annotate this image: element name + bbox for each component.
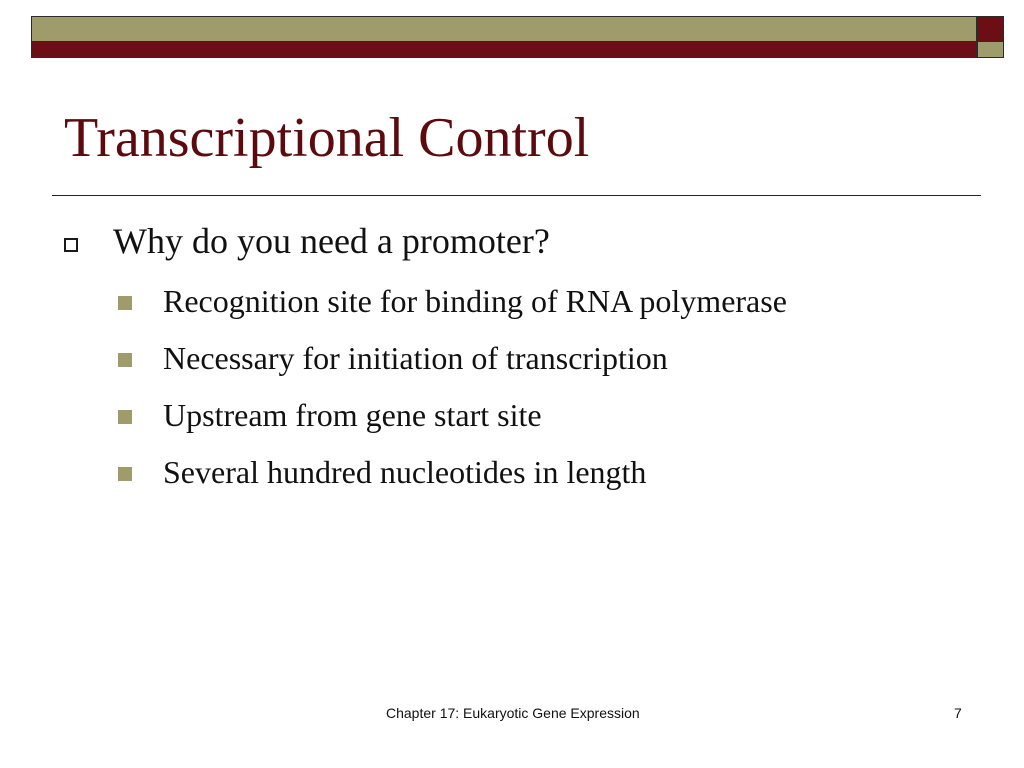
sub-bullet [118,338,668,378]
sub-bullet-text: Upstream from gene start site [163,397,542,433]
header-square-maroon [977,16,1004,42]
footer-page-number: 7 [954,705,962,721]
filled-square-bullet-icon [118,296,132,310]
sub-bullet-text: Recognition site for binding of RNA polymerase [163,283,787,319]
filled-square-bullet-icon [118,467,132,481]
sub-bullet [118,452,646,492]
main-bullet [64,219,550,263]
main-bullet-text: Why do you need a promoter? [113,221,550,261]
sub-bullet [118,281,787,321]
filled-square-bullet-icon [118,353,132,367]
sub-bullet [118,395,542,435]
header-band-olive [31,16,977,42]
title-divider [52,195,981,196]
sub-bullet-text: Necessary for initiation of transcription [163,340,668,376]
filled-square-bullet-icon [118,410,132,424]
header-band-maroon [31,42,977,58]
sub-bullet-text: Several hundred nucleotides in length [163,454,647,490]
slide-title: Transcriptional Control [64,107,590,169]
hollow-square-bullet-icon [64,238,78,252]
header-square-olive [977,42,1004,58]
footer-chapter-title: Chapter 17: Eukaryotic Gene Expression [386,705,640,721]
